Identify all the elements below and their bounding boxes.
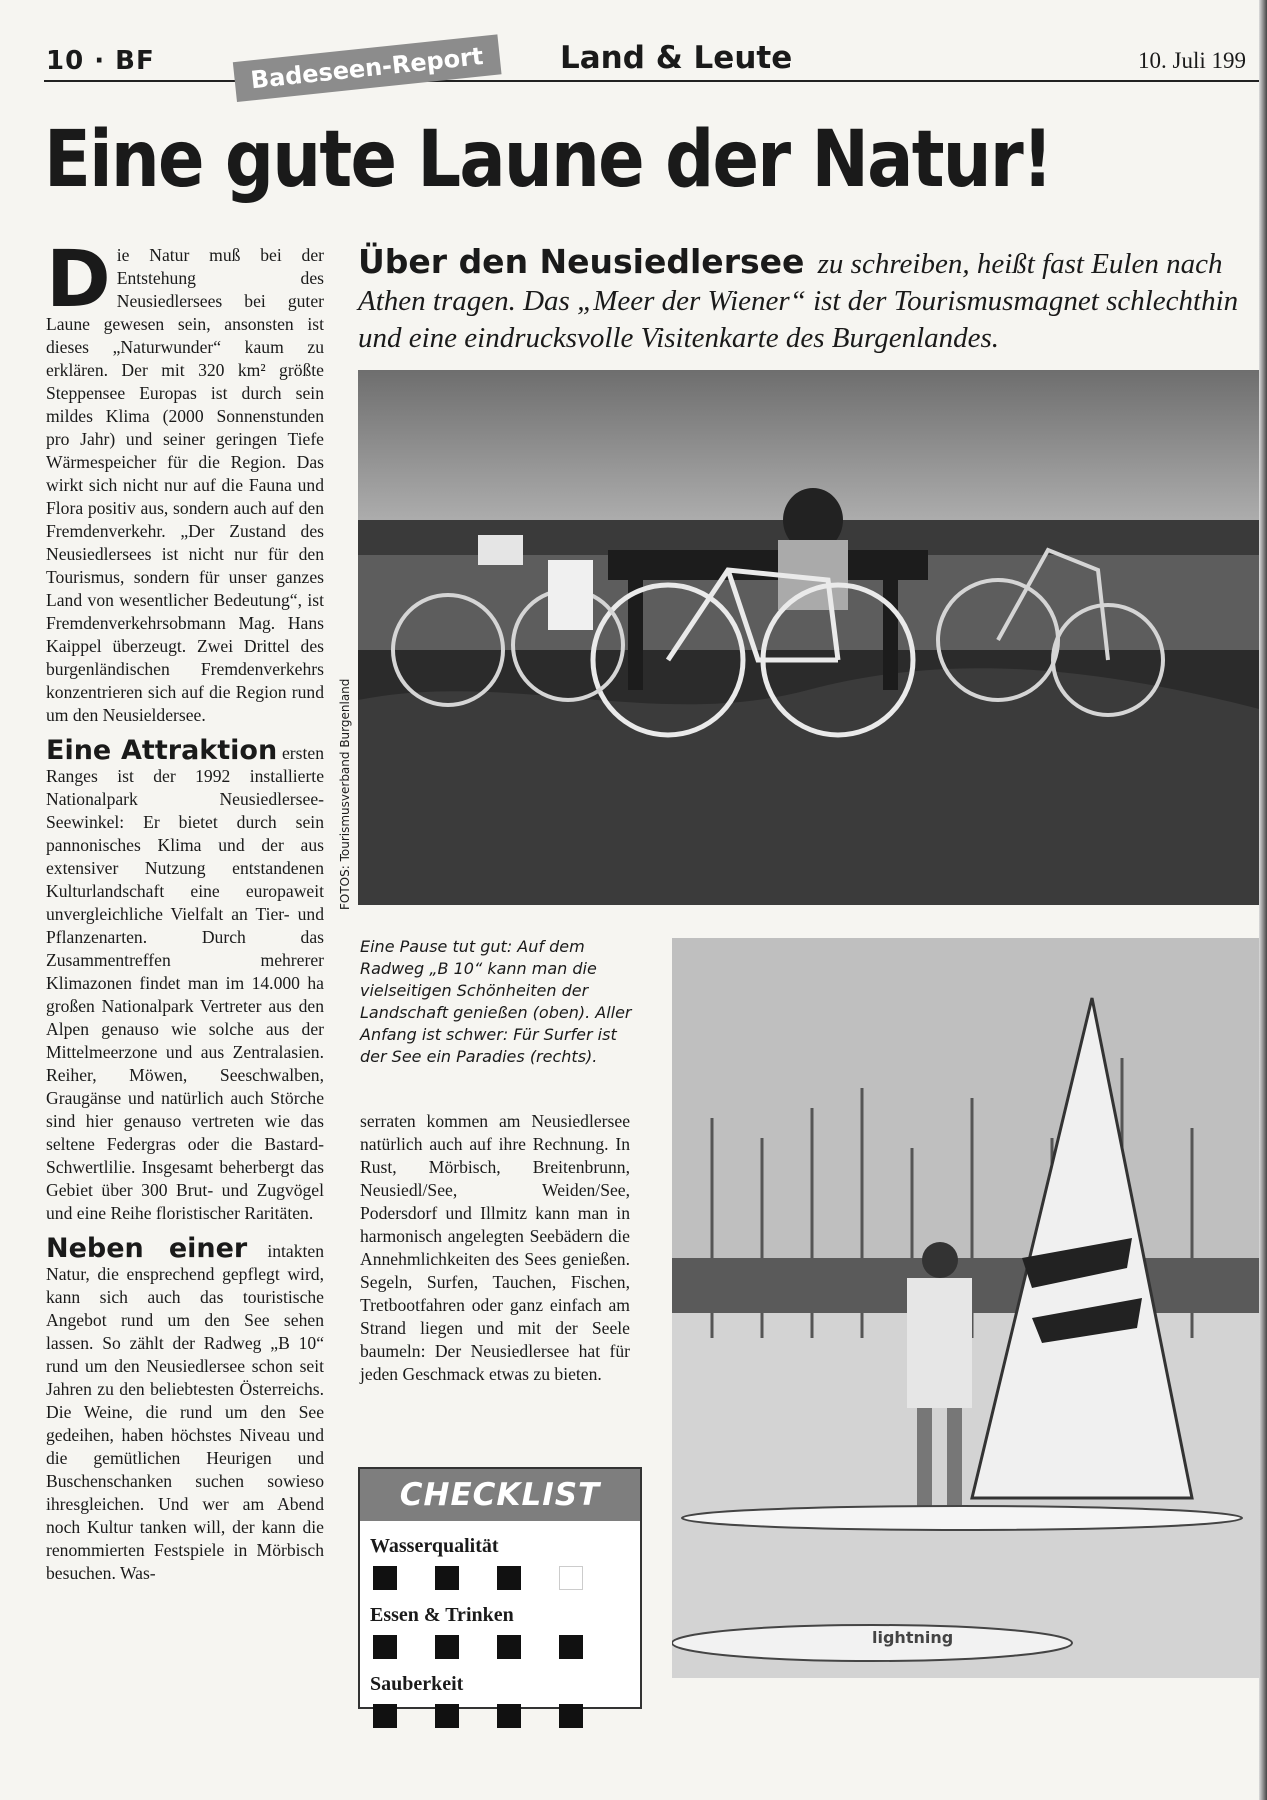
page-edge-shadow bbox=[1259, 0, 1267, 1800]
board-brand: lightning bbox=[872, 1628, 954, 1647]
rating-box-empty bbox=[559, 1566, 583, 1590]
paragraph-3-text: intakten Natur, die ensprechend gepflegt wird, kann sich auch das touristische Angebot rund um den See sehen lassen. So zählt der Radweg „B 10“ rund um den Neusiedlersee schon seit Jahren zu den beliebtesten Österreichs. Die Weine, die rund um den See gedeihen, haben höchstes Niveau und die gemütlichen Heurigen und Buschenschanken suchen sowieso ihresgleichen. Und wer am Abend noch Kultur tanken will, der kann die renommierten Festspiele in Mörbisch besuchen. Was- bbox=[46, 1241, 324, 1583]
paragraph-2-lead: Eine Attraktion bbox=[46, 735, 278, 766]
report-kicker: Badeseen-Report bbox=[233, 34, 501, 102]
rating-box-filled bbox=[373, 1566, 397, 1590]
rating-box-filled bbox=[435, 1704, 459, 1728]
header-rule bbox=[44, 80, 1263, 82]
drop-cap: D bbox=[46, 235, 111, 325]
paragraph-1-text: ie Natur muß bei der Entstehung des Neusiedlersees bei guter Laune gewesen sein, ansonsten ist dieses „Naturwunder“ kaum zu erklären. Der mit 320 km² größte Steppensee Europas ist durch sein mildes Klima (2000 Sonnenstunden pro Jahr) und seiner geringen Tiefe Wärmespeicher für die Region. Das wirkt sich nicht nur auf die Fauna und Flora positiv aus, sondern auch auf den Fremdenverkehr. „Der Zustand des Neusiedlersees ist nicht nur für den Tourismus, sondern für unser ganzes Land von wesentlicher Bedeutung“, ist Fremdenverkehrsobmann Mag. Hans Kaippel überzeugt. Zwei Drittel des burgenländischen Fremdenverkehrs konzentrieren sich auf die Region rund um den Neusieldersee. bbox=[46, 245, 324, 725]
rating-boxes bbox=[373, 1566, 640, 1590]
article-column-middle bbox=[360, 1110, 630, 1386]
checklist-box bbox=[358, 1467, 642, 1709]
rating-box-filled bbox=[373, 1635, 397, 1659]
article-column-left bbox=[46, 235, 324, 1597]
windsurfer-illustration bbox=[672, 938, 1263, 1678]
intro-deck bbox=[358, 243, 1263, 357]
photo-windsurfer bbox=[672, 938, 1263, 1678]
rating-box-filled bbox=[559, 1635, 583, 1659]
paragraph-4-text: serraten kommen am Neusiedlersee natürlich auch auf ihre Rechnung. In Rust, Mörbisch, Breitenbrunn, Neusiedl/See, Weiden/See, Podersdorf und Illmitz kann man in harmonisch angelegten Seebädern die Annehmlichkeiten des Sees genießen. Segeln, Surfen, Tauchen, Fischen, Tretbootfahren oder ganz einfach am Strand liegen und mit der Seele baumeln: Der Neusiedlersee hat für jeden Geschmack etwas zu bieten. bbox=[360, 1111, 630, 1384]
intro-text: zu schreiben, heißt fast Eulen nach Athen tragen. Das „Meer der Wiener“ ist der Tourismusmagnet schlechthin und eine eindrucksvolle Visitenkarte des Burgenlandes. bbox=[358, 248, 1239, 354]
rating-boxes bbox=[373, 1704, 640, 1728]
photo-credit: FOTOS: Tourismusverband Burgenland bbox=[338, 678, 352, 910]
photo-caption: Eine Pause tut gut: Auf dem Radweg „B 10“ kann man die vielseitigen Schönheiten der Landschaft genießen (oben). Aller Anfang ist schwer: Für Surfer ist der See ein Paradies (rechts). bbox=[360, 937, 632, 1066]
paragraph-2-text: ersten Ranges ist der 1992 installierte Nationalpark Neusiedlersee-Seewinkel: Er bietet durch sein pannonisches Klima und der aus extensiver Nutzung entstandenen Kulturlandschaft eine europaweit unvergleichliche Vielfalt an Tier- und Pflanzenarten. Durch das Zusammentreffen mehrerer Klimazonen findet man im 14.000 ha großen Nationalpark Vertreter aus den Alpen genauso wie solche aus der Mittelmeerzone und aus Zentralasien. Reiher, Möwen, Seeschwalben, Graugänse und natürlich auch Störche sind hier genauso vertreten wie das seltene Federgras oder die Bastard-Schwertlilie. Insgesamt beherbergt das Gebiet über 300 Brut- und Zugvögel und eine Reihe floristischer Raritäten. bbox=[46, 743, 324, 1223]
rating-box-filled bbox=[497, 1566, 521, 1590]
checklist-label: Essen & Trinken bbox=[370, 1604, 514, 1626]
checklist-category-water bbox=[360, 1535, 640, 1590]
checklist-label: Sauberkeit bbox=[370, 1673, 464, 1695]
issue-date: 10. Juli 199 bbox=[1138, 48, 1246, 73]
headline: Eine gute Laune der Natur! bbox=[44, 115, 1052, 205]
rating-box-filled bbox=[559, 1704, 583, 1728]
photo-bicycles bbox=[358, 370, 1263, 905]
rating-box-filled bbox=[435, 1635, 459, 1659]
section-title: Land & Leute bbox=[560, 40, 793, 76]
checklist-label: Wasserqualität bbox=[370, 1535, 499, 1557]
intro-lead: Über den Neusiedlersee bbox=[358, 242, 805, 281]
page-number: 10 · BF bbox=[46, 46, 155, 76]
checklist-category-food bbox=[360, 1604, 640, 1659]
paragraph-3 bbox=[46, 1233, 324, 1585]
bicycles-illustration bbox=[358, 370, 1263, 905]
rating-box-filled bbox=[497, 1635, 521, 1659]
paragraph-1 bbox=[46, 235, 324, 727]
rating-boxes bbox=[373, 1635, 640, 1659]
paragraph-2 bbox=[46, 735, 324, 1225]
rating-box-filled bbox=[497, 1704, 521, 1728]
checklist-category-cleanliness bbox=[360, 1673, 640, 1728]
paragraph-3-lead: Neben einer bbox=[46, 1233, 248, 1264]
checklist-title: CHECKLIST bbox=[360, 1469, 640, 1521]
rating-box-filled bbox=[373, 1704, 397, 1728]
rating-box-filled bbox=[435, 1566, 459, 1590]
